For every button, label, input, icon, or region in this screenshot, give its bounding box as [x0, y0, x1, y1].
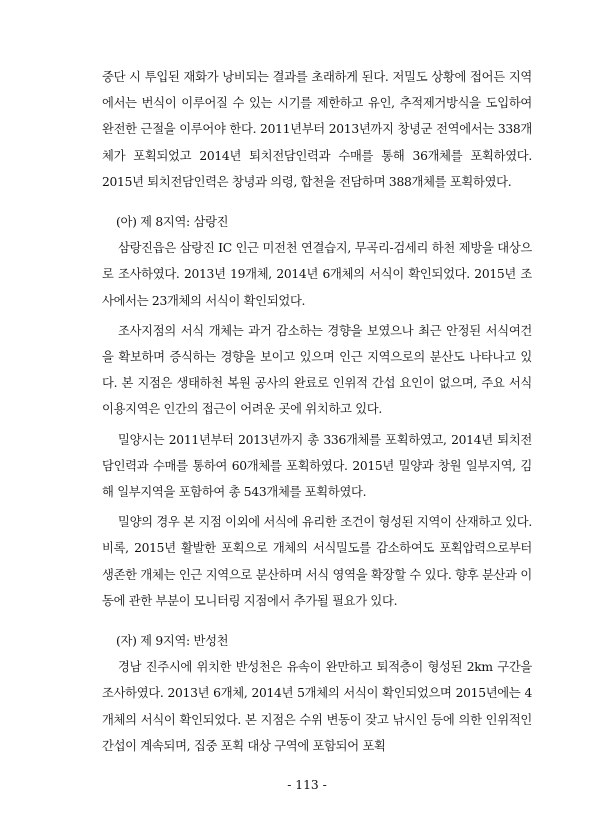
paragraph-bansung-stream: 경남 진주시에 위치한 반성천은 유속이 완만하고 퇴적층이 형성된 2km 구간을 조사하였다. 2013년 6개체, 2014년 5개체의 서식이 확인되었으며 2015년에는 4개체의 서식이 확인되었다. 본 지점은 수위 변동이 잦고 낚시인 등에 의한 인위적인 간섭이 계속되며, 집중 포획 대상 구역에 포함되어 포획 [102, 660, 532, 753]
section-heading-region-8: (아) 제 8지역: 삼랑진 [116, 215, 229, 230]
paragraph-samnangjin-survey: 삼랑진읍은 삼랑진 IC 인근 미전천 연결습지, 무곡리-검세리 하천 제방을 대상으로 조사하였다. 2013년 19개체, 2014년 6개체의 서식이 확인되었다. 2015년 조사에서는 23개체의 서식이 확인되었다. [102, 241, 532, 308]
paragraph-miryang-dispersal: 밀양의 경우 본 지점 이외에 서식에 유리한 조건이 형성된 지역이 산재하고 있다. 비록, 2015년 활발한 포획으로 개체의 서식밀도를 감소하여도 포획압력으로부터 생존한 개체는 인근 지역으로 분산하며 서식 영역을 확장할 수 있다. 향후 분산과 이동에 관한 부분이 모니터링 지점에서 추가될 필요가 있다. [102, 515, 532, 608]
section-heading-region-9: (자) 제 9지역: 반성천 [116, 634, 229, 649]
paragraph-intro: 중단 시 투입된 재화가 낭비되는 결과를 초래하게 된다. 저밀도 상황에 접어든 지역에서는 번식이 이루어질 수 있는 시기를 제한하고 유인, 추적제거방식을 도입하여 완전한 근절을 이루어야 한다. 2011년부터 2013년까지 창녕군 전역에서는 338개체가 포획되었고 2014년 퇴치전담인력과 수매를 통해 36개체를 포획하였다. 2015년 퇴치전담인력은 창녕과 의령, 합천을 전담하며 388개체를 포획하였다. [102, 70, 532, 189]
page-number: - 113 - [287, 778, 327, 792]
paragraph-habitat-trend: 조사지점의 서식 개체는 과거 감소하는 경향을 보였으나 최근 안정된 서식여건을 확보하며 증식하는 경향을 보이고 있으며 인근 지역으로의 분산도 나타나고 있다. 본 지점은 생태하천 복원 공사의 완료로 인위적 간섭 요인이 없으며, 주요 서식 이용지역은 인간의 접근이 어려운 곳에 위치하고 있다. [102, 323, 532, 417]
paragraph-miryang-capture: 밀양시는 2011년부터 2013년까지 총 336개체를 포획하였고, 2014년 퇴치전담인력과 수매를 통하여 60개체를 포획하였다. 2015년 밀양과 창원 일부지역, 김해 일부지역을 포함하여 총 543개체를 포획하였다. [102, 432, 532, 500]
